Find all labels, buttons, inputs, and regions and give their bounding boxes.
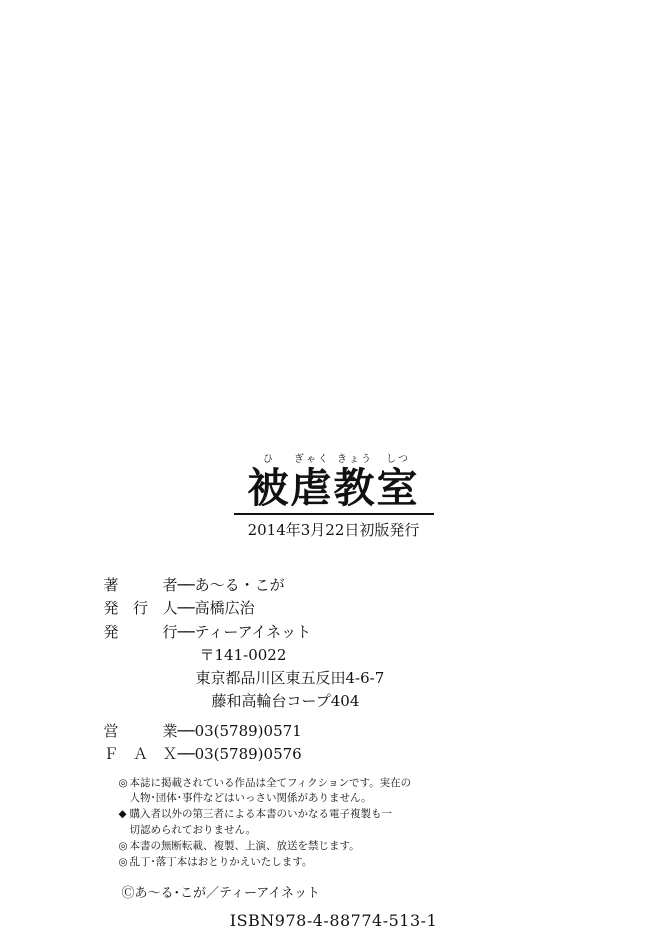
contact-dash-fax: ── <box>177 744 194 763</box>
diamond-bullet-icon: ◆ <box>118 808 127 821</box>
title-divider <box>234 513 434 515</box>
ruby-char-3: きょう <box>337 454 373 465</box>
contact-value-fax: 03(5789)0576 <box>194 744 302 763</box>
credit-value-author: あ～る・こが <box>194 576 285 595</box>
credit-value-publisher-person: 高橋広治 <box>194 599 255 618</box>
book-title: 被虐教室 <box>247 464 420 512</box>
publication-date: 2014年3月22日初版発行 <box>247 521 420 540</box>
ruby-char-1: ひ <box>263 454 275 465</box>
credit-dash-author: ── <box>177 576 194 595</box>
credit-label-publisher: 発 行 <box>103 622 178 641</box>
address-postal-code: 〒141-0022 <box>199 645 287 664</box>
ruby-char-4: しつ <box>386 454 410 465</box>
bullet-icon-2: ◎ <box>118 839 128 852</box>
notice-digital-copy-text <box>130 807 549 837</box>
notice-digital-copy-line-1: 購入者以外の第三者による本書のいかなる電子複製も一 <box>129 808 392 821</box>
title-block <box>0 455 667 540</box>
notice-fiction-line-1: 本誌に掲載されている作品は全てフィクションです。実在の <box>129 777 412 790</box>
contact-row-sales <box>104 720 564 743</box>
credit-row-publisher <box>104 621 564 644</box>
notice-digital-copy <box>119 807 549 837</box>
credit-label-author: 著 者 <box>103 576 178 595</box>
credit-label-publisher-person: 発行人 <box>103 599 178 618</box>
bullet-icon: ◎ <box>118 777 128 790</box>
notice-reproduction <box>119 839 549 854</box>
credits-list <box>104 574 564 766</box>
contacts-list <box>104 720 564 767</box>
credit-row-author <box>104 574 564 597</box>
address-line-2: 藤和高輪台コープ404 <box>211 692 360 711</box>
credit-value-publisher: ティーアイネット <box>194 622 312 641</box>
contact-dash-sales: ── <box>177 721 194 740</box>
credit-dash-publisher-person: ── <box>177 599 194 618</box>
credit-dash-publisher: ── <box>177 622 194 641</box>
colophon-block <box>0 455 667 930</box>
contact-value-sales: 03(5789)0571 <box>194 721 302 740</box>
notice-defective-copy-text: 乱丁･落丁本はおとりかえいたします。 <box>129 856 313 869</box>
notice-fiction-line-2: 人物･団体･事件などはいっさい関係がありません。 <box>129 792 372 805</box>
bullet-icon-3: ◎ <box>118 856 128 869</box>
contact-row-fax <box>104 743 564 766</box>
notice-defective-copy <box>119 855 549 870</box>
ruby-char-2: ぎゃく <box>294 454 330 465</box>
isbn-number: ISBN978-4-88774-513-1 <box>229 911 438 930</box>
notice-fiction <box>119 776 549 806</box>
contact-label-sales: 営 業 <box>103 721 178 740</box>
notice-reproduction-text: 本書の無断転載、複製、上演、放送を禁じます。 <box>129 839 360 852</box>
credit-row-publisher-person <box>104 597 564 620</box>
contact-label-fax: ＦＡＸ <box>103 744 178 763</box>
notices-list <box>119 776 549 870</box>
notice-digital-copy-line-2: 切認められておりません。 <box>129 823 257 836</box>
address-line-1: 東京都品川区東五反田4-6-7 <box>195 669 385 688</box>
copyright-line: Ⓒあ～る･こが／ティーアイネット <box>121 886 321 902</box>
notice-fiction-text <box>130 776 549 806</box>
